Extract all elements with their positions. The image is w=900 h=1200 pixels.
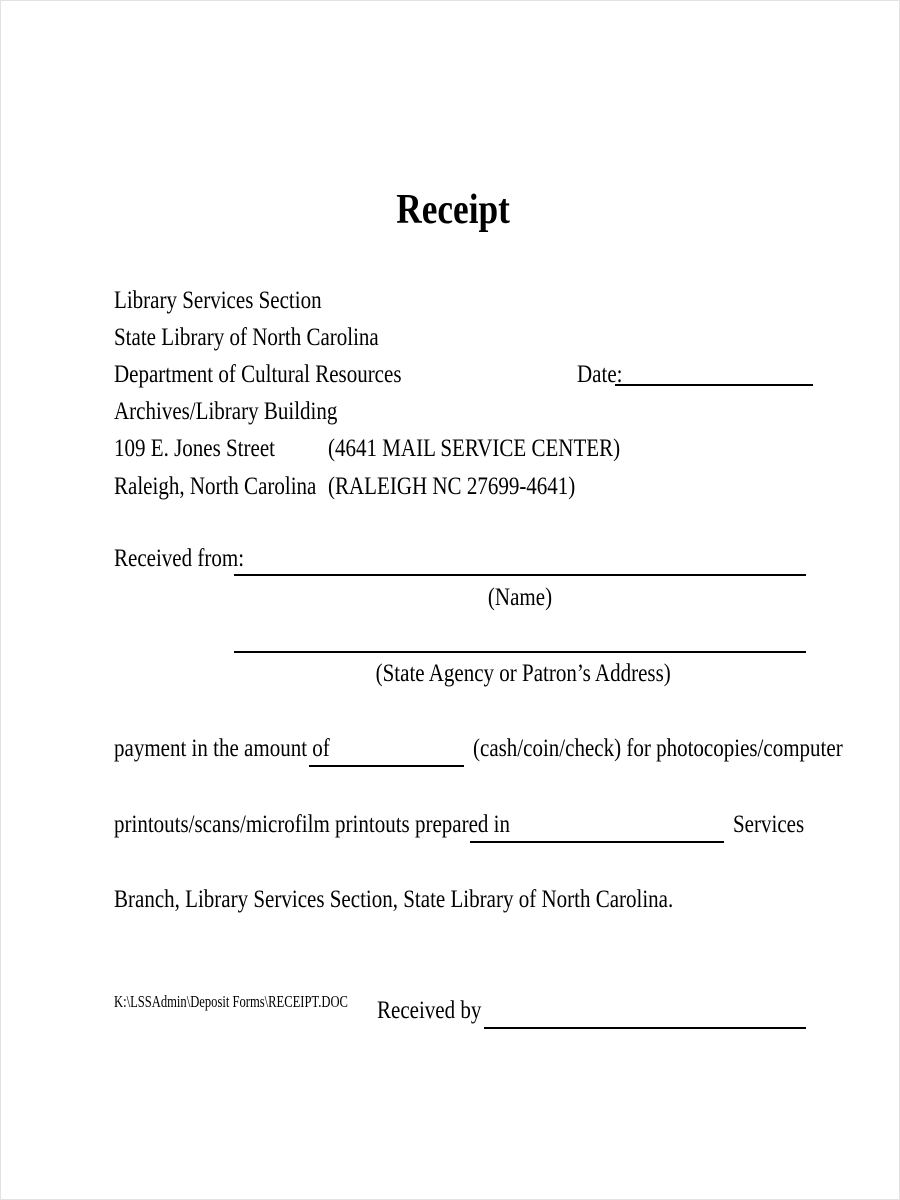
name-field-line[interactable] bbox=[234, 574, 806, 576]
address-city: Raleigh, North Carolina bbox=[114, 473, 317, 500]
payment-prefix: payment in the amount of bbox=[114, 735, 330, 762]
file-path: K:\LSSAdmin\Deposit Forms\RECEIPT.DOC bbox=[114, 992, 348, 1011]
printouts-suffix: Services bbox=[733, 811, 805, 838]
page-title: Receipt bbox=[396, 187, 510, 233]
mail-zip: (RALEIGH NC 27699-4641) bbox=[328, 473, 576, 500]
services-field-line[interactable] bbox=[470, 841, 724, 843]
date-field-line[interactable] bbox=[615, 384, 813, 386]
amount-field-line[interactable] bbox=[309, 765, 464, 767]
address-line-building: Archives/Library Building bbox=[114, 398, 338, 425]
branch-line: Branch, Library Services Section, State Library of North Carolina. bbox=[114, 886, 674, 913]
date-label: Date: bbox=[577, 361, 623, 388]
address-line-library-services: Library Services Section bbox=[114, 287, 322, 314]
address-caption: (State Agency or Patron’s Address) bbox=[375, 660, 671, 687]
payment-suffix: (cash/coin/check) for photocopies/computer bbox=[473, 735, 843, 762]
address-line-department: Department of Cultural Resources bbox=[114, 361, 402, 388]
address-field-line[interactable] bbox=[234, 651, 806, 653]
address-street: 109 E. Jones Street bbox=[114, 435, 275, 462]
name-caption: (Name) bbox=[487, 584, 553, 611]
printouts-prefix: printouts/scans/microfilm printouts prepared in bbox=[114, 811, 511, 838]
address-line-state-library: State Library of North Carolina bbox=[114, 324, 379, 351]
received-from-label: Received from: bbox=[114, 545, 245, 572]
received-by-label: Received by bbox=[377, 997, 482, 1024]
received-by-field-line[interactable] bbox=[484, 1027, 806, 1029]
mail-service-center: (4641 MAIL SERVICE CENTER) bbox=[328, 435, 621, 462]
